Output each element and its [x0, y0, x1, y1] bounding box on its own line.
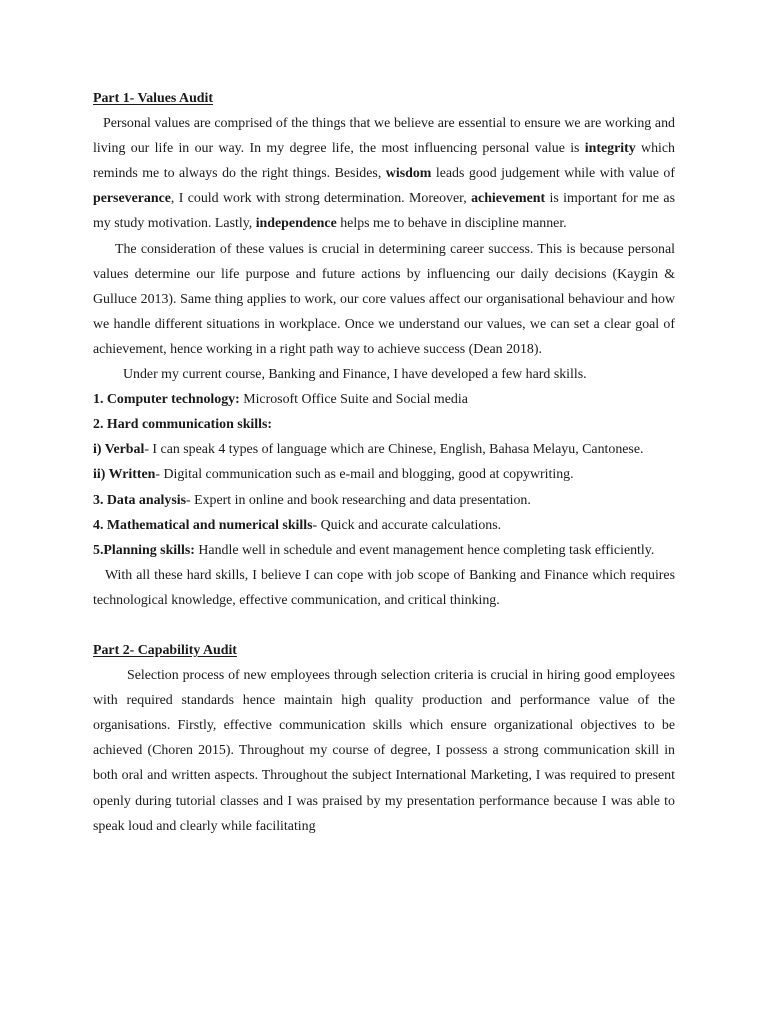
skill-text: - Quick and accurate calculations.	[312, 517, 502, 533]
hard-skills-conclusion: With all these hard skills, I believe I can cope with job scope of Banking and Finance which requires technological knowledge, effective communication, and critical thinking.	[93, 567, 675, 608]
section-spacer	[93, 613, 675, 638]
skill-label: 2. Hard communication skills:	[93, 417, 273, 433]
part1-heading: Part 1- Values Audit	[93, 91, 214, 106]
skill-item	[93, 437, 675, 462]
skill-item	[93, 488, 675, 513]
hard-skills-intro: Under my current course, Banking and Finance, I have developed a few hard skills.	[123, 367, 587, 383]
skill-item	[93, 513, 675, 538]
skill-text: - Expert in online and book researching and data presentation.	[186, 492, 531, 508]
value-achievement: achievement	[471, 191, 546, 207]
skill-text: Microsoft Office Suite and Social media	[239, 392, 468, 408]
skill-item	[93, 412, 675, 437]
part2-heading: Part 2- Capability Audit	[93, 642, 237, 658]
text-run: which reminds me to always do the right things. Besides,	[93, 141, 676, 182]
value-independence: independence	[255, 216, 337, 232]
text-run: helps me to behave in discipline manner.	[336, 216, 567, 232]
value-wisdom: wisdom	[385, 166, 432, 182]
skill-item	[93, 538, 675, 563]
value-integrity: integrity	[584, 141, 636, 157]
capability-paragraph: Selection process of new employees through selection criteria is crucial in hiring good employees with required standards hence maintain high quality production and performance value of the organisations. Firstly, effective communication skills which ensure organizational objectives to be achieved (Choren 2015). Throughout my course of degree, I possess a strong communication skill in both oral and written aspects. Throughout the subject International Marketing, I was required to present openly during tutorial classes and I was praised by my presentation performance because I was able to speak loud and clearly while facilitating	[93, 668, 675, 834]
skill-label: ii) Written	[93, 467, 156, 483]
skill-label: 5.Planning skills:	[93, 542, 195, 558]
text-run: , I could work with strong determination. Moreover,	[170, 191, 472, 207]
skill-label: 3. Data analysis	[93, 492, 187, 508]
skill-label: 1. Computer technology:	[93, 392, 240, 408]
skill-label: 4. Mathematical and numerical skills	[93, 517, 313, 533]
document-page	[93, 86, 675, 839]
skill-item	[93, 462, 675, 487]
skill-text: - I can speak 4 types of language which are Chinese, English, Bahasa Melayu, Cantonese.	[144, 442, 644, 458]
career-success-paragraph: The consideration of these values is crucial in determining career success. This is because personal values determine our life purpose and future actions by influencing our daily decisions (Kaygin & Gulluce 2013). Same thing applies to work, our core values affect our organisational behaviour and how we handle different situations in workplace. Once we understand our values, we can set a clear goal of achievement, hence working in a right path way to achieve success (Dean 2018).	[93, 241, 675, 357]
text-run: is important for me as my study motivation. Lastly,	[93, 191, 675, 232]
text-run: Personal values are comprised of the things that we believe are essential to ensure we are working and living our life in our way. In my degree life, the most influencing personal value is	[93, 116, 675, 157]
value-perseverance: perseverance	[93, 191, 171, 207]
skill-text: - Digital communication such as e-mail and blogging, good at copywriting.	[155, 467, 574, 483]
skill-label: i) Verbal	[93, 442, 145, 458]
skill-item	[93, 387, 675, 412]
text-run: leads good judgement while with value of	[431, 166, 675, 182]
skill-text: Handle well in schedule and event management hence completing task efficiently.	[194, 542, 655, 558]
values-paragraph	[93, 111, 675, 236]
